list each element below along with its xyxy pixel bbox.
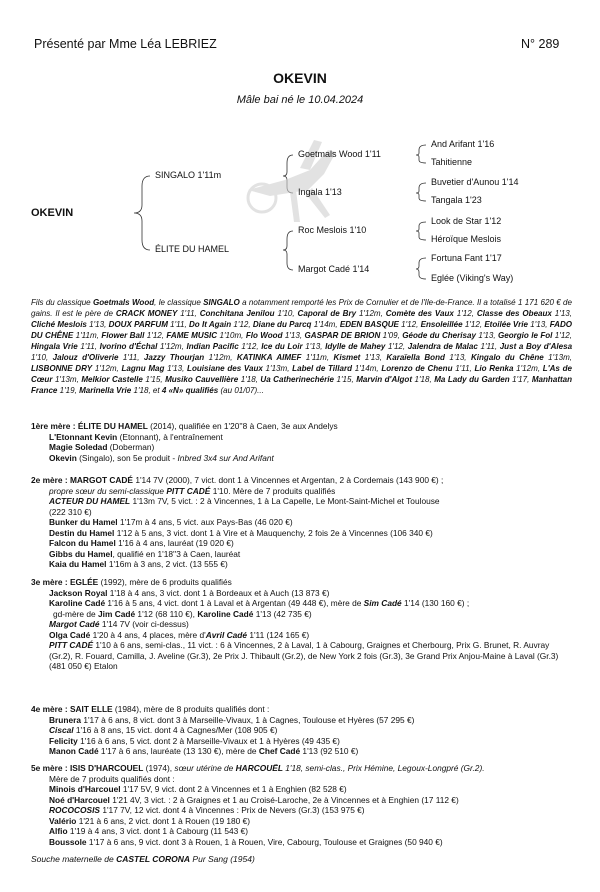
intro-text: 1'13,: [360, 353, 387, 362]
produce-name: ACTEUR DU HAMEL: [49, 496, 131, 506]
progeny-name: Karaïella Bond: [386, 353, 445, 362]
intro-text: 1'12,: [231, 320, 253, 329]
pedigree-gen3-item: Look de Star 1'12: [431, 216, 502, 226]
progeny-name: DOUX PARFUM: [108, 320, 168, 329]
progeny-name: L'As de Cœur: [31, 364, 572, 384]
progeny-name: Lorenzo de Chenu: [381, 364, 453, 373]
dam-heading: 2e mère : MARGOT CADÉ: [31, 475, 133, 485]
produce-name: Valério: [49, 815, 77, 826]
progeny-name: Idylle de Mahey: [325, 342, 386, 351]
intro-text: 1'15,: [334, 375, 357, 384]
progeny-name: Classe des Obeaux: [476, 309, 552, 318]
produce-name: Falcon du Hamel: [49, 538, 116, 548]
progeny-name: Musiko Cauvellière: [165, 375, 239, 384]
intro-text: 1'11,: [177, 309, 200, 318]
progeny-name: Jazzy Thourjan: [143, 353, 205, 362]
progeny-name: Ua Catherinechérie: [260, 375, 335, 384]
intro-text: 1'11,: [452, 364, 475, 373]
intro-text: 1'12,: [385, 342, 408, 351]
progeny-name: Etoilée Vrie: [484, 320, 529, 329]
produce-name: Karoline Cadé: [49, 598, 106, 608]
first-dam-section: 1ère mère : ÉLITE DU HAMEL (2014), qualifiée en 1'20''8 à Caen, 3e aux Andelys L'Etonnant Kevin (Etonnant), à l'entraînement Magie Soledad (Doberman) Okevin (Singalo), son 5e produit - Inbred 3x4 sur And Arifant: [31, 421, 338, 463]
intro-text: 1'13,: [444, 353, 471, 362]
progeny-name: Just a Boy d'Alesa: [499, 342, 573, 351]
dam-heading: 5e mère : ISIS D'HARCOUEL: [31, 763, 144, 773]
produce-name: Ciscal: [49, 725, 74, 735]
intro-text: 1'12m,: [92, 364, 122, 373]
progeny-name: Marinella Vrie: [79, 386, 132, 395]
intro-text: 1'12,: [552, 331, 573, 340]
produce-name: Manon Cadé: [49, 746, 99, 756]
pedigree-gen3-item: Tangala 1'23: [431, 195, 482, 205]
intro-text: 1'17,: [509, 375, 532, 384]
produce-name: PITT CADÉ: [49, 640, 94, 650]
fifth-dam-section: 5e mère : ISIS D'HARCOUEL (1974), sœur utérine de HARCOUËL 1'18, semi-clas., Prix Hémine, Legoux-Longpré (Gr.2). Mère de 7 produits qualifiés dont : Minois d'Harcouel 1'17 5V, 9 vict. dont 2 à Vincennes et 1 à Enghien (82 528 €) Noé d'Harcouel 1'21 4V, 3 vict. : 2 à Graignes et 1 au Croisé-Laroche, 2e à Vincennes et à Enghien (17 112 €) ROCOCOSIS 1'17 7V, 12 vict. dont 4 à Vincennes : Prix de Nevers (Gr.3) (153 975 €) Valério 1'21 à 6 ans, 2 vict. dont 1 à Rouen (19 180 €) Alfio 1'19 à 4 ans, 3 vict. dont 1 à Cabourg (11 543 €) Boussole 1'17 à 6 ans, 9 vict. dont 3 à Rouen, 1 à Rouen, Vire, Cabourg, Toulouse et Graignes (50 940 €): [31, 763, 485, 847]
produce-name: L'Etonnant Kevin: [49, 431, 118, 442]
progeny-name: Label de Tillard: [292, 364, 353, 373]
dam-heading: 4e mère : SAIT ELLE: [31, 704, 113, 714]
pedigree-gen2-item: Ingala 1'13: [298, 187, 342, 197]
intro-text: 1'11,: [477, 342, 500, 351]
produce-name: Destin du Hamel: [49, 527, 115, 538]
produce-name: PITT CADÉ: [166, 485, 211, 496]
progeny-name: Ivorino d'Échal: [99, 342, 158, 351]
intro-text: 1'12,: [462, 320, 485, 329]
produce-name: ROCOCOSIS: [49, 805, 100, 815]
pedigree-gen3-item: Buvetier d'Aunou 1'14: [431, 177, 519, 187]
intro-text: 1'13m,: [52, 375, 82, 384]
pedigree-gen2-item: Goetmals Wood 1'11: [298, 149, 381, 159]
intro-text: Fils du classique: [31, 298, 93, 307]
produce-name: Brunera: [49, 714, 81, 725]
intro-text: 1'12m,: [157, 342, 187, 351]
intro-text: 1'11m,: [73, 331, 102, 340]
intro-text: 1'13,: [551, 309, 573, 318]
presenter-label: Présenté par Mme Léa LEBRIEZ: [34, 37, 217, 51]
progeny-name: FAME MUSIC: [166, 331, 218, 340]
intro-text: 1'13,: [282, 331, 305, 340]
intro-text: (au 01/07)...: [218, 386, 264, 395]
intro-text: 1'09,: [380, 331, 403, 340]
progeny-name: Géode du Cherisay: [402, 331, 476, 340]
intro-text: 1'13m,: [262, 364, 293, 373]
progeny-name: SINGALO: [203, 298, 240, 307]
progeny-name: Ice du Loir: [261, 342, 303, 351]
dam-heading: 1ère mère : ÉLITE DU HAMEL: [31, 421, 148, 431]
intro-text: 1'13,: [86, 320, 109, 329]
intro-text: 1'12,: [398, 320, 421, 329]
progeny-name: Lagnu Mag: [121, 364, 165, 373]
intro-text: 1'12m,: [513, 364, 543, 373]
produce-name: Noé d'Harcouel: [49, 794, 110, 805]
produce-name: Minois d'Harcouel: [49, 784, 121, 794]
lot-number: N° 289: [521, 37, 560, 51]
progeny-name: Kismet: [333, 353, 361, 362]
pedigree-gen3-item: Tahitienne: [431, 157, 473, 167]
produce-name: Gibbs du Hamel: [49, 548, 113, 559]
progeny-name: Comète des Vaux: [385, 309, 454, 318]
pedigree-subject: OKEVIN: [31, 207, 74, 219]
produce-name: Okevin: [49, 452, 77, 463]
pedigree-gen3-item: Eglée (Viking's Way): [431, 273, 514, 283]
progeny-name: Do It Again: [189, 320, 232, 329]
inbreeding-note: Inbred 3x4 sur And Arifant: [177, 452, 274, 463]
progeny-name: Melkior Castelle: [81, 375, 143, 384]
horse-title: OKEVIN: [273, 70, 327, 86]
intro-text: 1'10,: [274, 309, 298, 318]
dam-heading: 3e mère : EGLÉE: [31, 577, 99, 587]
intro-text: a notamment remporté les Prix de Cornulier et de l'Ile-de-France. Il a totalisé 1 171 620 € de gains. Il est le père de: [31, 298, 572, 318]
progeny-name: Ensoleillée: [420, 320, 463, 329]
intro-text: 1'11,: [167, 320, 189, 329]
pedigree-gen2-item: Roc Meslois 1'10: [298, 225, 367, 235]
progeny-name: Manhattan France: [31, 375, 573, 395]
pedigree-brackets: [134, 145, 426, 279]
progeny-name: Kingalo du Chêne: [470, 353, 544, 362]
progeny-name: KATINKA AIMEF: [236, 353, 302, 362]
progeny-name: CRACK MONEY: [115, 309, 178, 318]
intro-text: 1'12m,: [204, 353, 237, 362]
pedigree-sire: SINGALO 1'11m: [155, 170, 222, 180]
progeny-name: Indian Pacific: [186, 342, 239, 351]
progeny-name: Hingala Vrie: [31, 342, 78, 351]
progeny-name: GASPAR DE BRION: [304, 331, 381, 340]
produce-name: Alfio: [49, 826, 68, 836]
intro-text: 1'11m,: [301, 353, 334, 362]
intro-text: 1'12,: [144, 331, 167, 340]
progeny-name: EDEN BASQUE: [339, 320, 399, 329]
intro-text: 1'10m,: [217, 331, 246, 340]
intro-text: 1'12m,: [356, 309, 386, 318]
intro-text: 1'19,: [57, 386, 80, 395]
intro-text: , le classique: [154, 298, 204, 307]
progeny-name: Flo Wood: [245, 331, 283, 340]
intro-text: 1'11,: [77, 342, 100, 351]
produce-name: Margot Cadé: [49, 619, 100, 629]
intro-text: 1'13,: [302, 342, 326, 351]
progeny-name: Goetmals Wood: [92, 298, 155, 307]
intro-text: 1'18, et: [131, 386, 162, 395]
intro-text: 1'13,: [164, 364, 188, 373]
produce-name: Bunker du Hamel: [49, 517, 118, 527]
fourth-dam-section: 4e mère : SAIT ELLE (1984), mère de 8 produits qualifiés dont : Brunera 1'17 à 6 ans, 8 vict. dont 3 à Marseille-Vivaux, 1 à Cagnes, Toulouse et Hyères (57 295 €) Ciscal 1'16 à 8 ans, 15 vict. dont 4 à Cagnes/Mer (108 905 €) Felicity 1'16 à 6 ans, 5 vict. dont 2 à Marseille-Vivaux et 1 à Hyères (49 435 €) Manon Cadé 1'17 à 6 ans, lauréate (13 130 €), mère de Chef Cadé 1'13 (92 510 €): [31, 704, 415, 756]
progeny-name: Diane du Parcq: [252, 320, 312, 329]
progeny-name: LISBONNE DRY: [31, 364, 93, 373]
intro-text: 1'14m,: [352, 364, 382, 373]
produce-name: Jackson Royal: [49, 587, 108, 598]
intro-text: 1'10,: [31, 353, 53, 362]
second-dam-section: 2e mère : MARGOT CADÉ 1'14 7V (2000), 7 vict. dont 1 à Vincennes et Argentan, 2 à Cordemais (143 900 €) ; propre sœur du semi-classique PITT CADÉ 1'10. Mère de 7 produits qualifiés ACTEUR DU HAMEL 1'13m 7V, 5 vict. : 2 à Vincennes, 1 à La Capelle, Le Mont-Saint-Michel et Toulouse (222 310 €) Bunker du Hamel 1'17m à 4 ans, 5 vict. aux Pays-Bas (46 020 €) Destin du Hamel 1'12 à 5 ans, 3 vict. dont 1 à Vire et à Mauquenchy, 2 fois 2e à Vincennes (106 340 €) Falcon du Hamel 1'16 à 4 ans, lauréat (19 020 €) Gibbs du Hamel, qualifié en 1'18''3 à Caen, lauréat Kaia du Hamel 1'16m à 3 ans, 2 vict. (13 555 €): [31, 475, 444, 569]
progeny-name: Georgio le Fol: [497, 331, 553, 340]
pedigree-gen2-item: Margot Cadé 1'14: [298, 264, 370, 274]
progeny-name: Marvin d'Algot: [356, 375, 413, 384]
progeny-name: Cliché Meslois: [31, 320, 87, 329]
intro-text: 1'18,: [412, 375, 435, 384]
intro-text: 1'15,: [142, 375, 166, 384]
intro-text: 1'13m,: [543, 353, 573, 362]
pedigree-gen3-item: Fortuna Fant 1'17: [431, 253, 502, 263]
progeny-name: Lio Renka: [474, 364, 514, 373]
produce-name: Kaia du Hamel: [49, 559, 107, 569]
intro-text: 1'12,: [453, 309, 477, 318]
pedigree-gen3-item: And Arifant 1'16: [431, 139, 495, 149]
intro-text: 1'12,: [238, 342, 262, 351]
intro-text: 1'11,: [118, 353, 144, 362]
progeny-name: Ma Lady du Garden: [434, 375, 510, 384]
horse-subtitle: Mâle bai né le 10.04.2024: [236, 94, 364, 106]
pedigree-dam: ÉLITE DU HAMEL: [155, 244, 230, 254]
progeny-name: Louisiane des Vaux: [187, 364, 263, 373]
intro-text: 1'13,: [528, 320, 550, 329]
maternal-family-note: Souche maternelle de CASTEL CORONA Pur Sang (1954): [31, 854, 255, 864]
intro-text: 1'13,: [475, 331, 498, 340]
progeny-name: Caporal de Bry: [297, 309, 357, 318]
pedigree-gen3-item: Héroïque Meslois: [431, 234, 502, 244]
produce-name: Boussole: [49, 836, 87, 847]
intro-text: 1'18,: [238, 375, 261, 384]
third-dam-section: 3e mère : EGLÉE (1992), mère de 6 produits qualifiés Jackson Royal 1'18 à 4 ans, 3 vict. dont 1 à Bordeaux et à Auch (13 873 €) Karoline Cadé 1'16 à 5 ans, 4 vict. dont 1 à Laval et à Argentan (49 448 €), mère de Sim Cadé 1'14 (130 160 €) ; gd-mère de Jim Cadé 1'12 (68 110 €), Karoline Cadé 1'13 (42 735 €) Margot Cadé 1'14 7V (voir ci-dessus) Olga Cadé 1'20 à 4 ans, 4 places, mère d'Avril Cadé 1'11 (124 165 €) PITT CADÉ 1'10 à 6 ans, semi-clas., 11 vict. : 6 à Vincennes, 2 à Laval, 1 à Cabourg, Graignes et Cherbourg, Prix G. Brunet, R. Auvray (Gr.2), R. Fouard, Camilla, J. Aveline (Gr.3), 2e Prix J. Thibault (Gr.2), de New York 2 fois (Gr.3), 3e Grand Prix Anjou-Maine à Laval (Gr.3) (481 050 €) Etalon: [31, 577, 559, 671]
progeny-name: Conchitana Jenilou: [199, 309, 275, 318]
produce-name: Magie Soledad: [49, 442, 108, 452]
sire-description: [31, 297, 572, 396]
progeny-name: Jalendra de Malac: [407, 342, 478, 351]
produce-name: Felicity: [49, 735, 78, 746]
intro-text: 1'14m,: [311, 320, 340, 329]
progeny-name: 4 «N» qualifiés: [161, 386, 219, 395]
progeny-name: Flower Ball: [101, 331, 145, 340]
produce-name: Olga Cadé: [49, 629, 91, 640]
progeny-name: FADO DU CHÊNE: [31, 320, 573, 340]
progeny-name: Jalouz d'Oliverie: [52, 353, 119, 362]
